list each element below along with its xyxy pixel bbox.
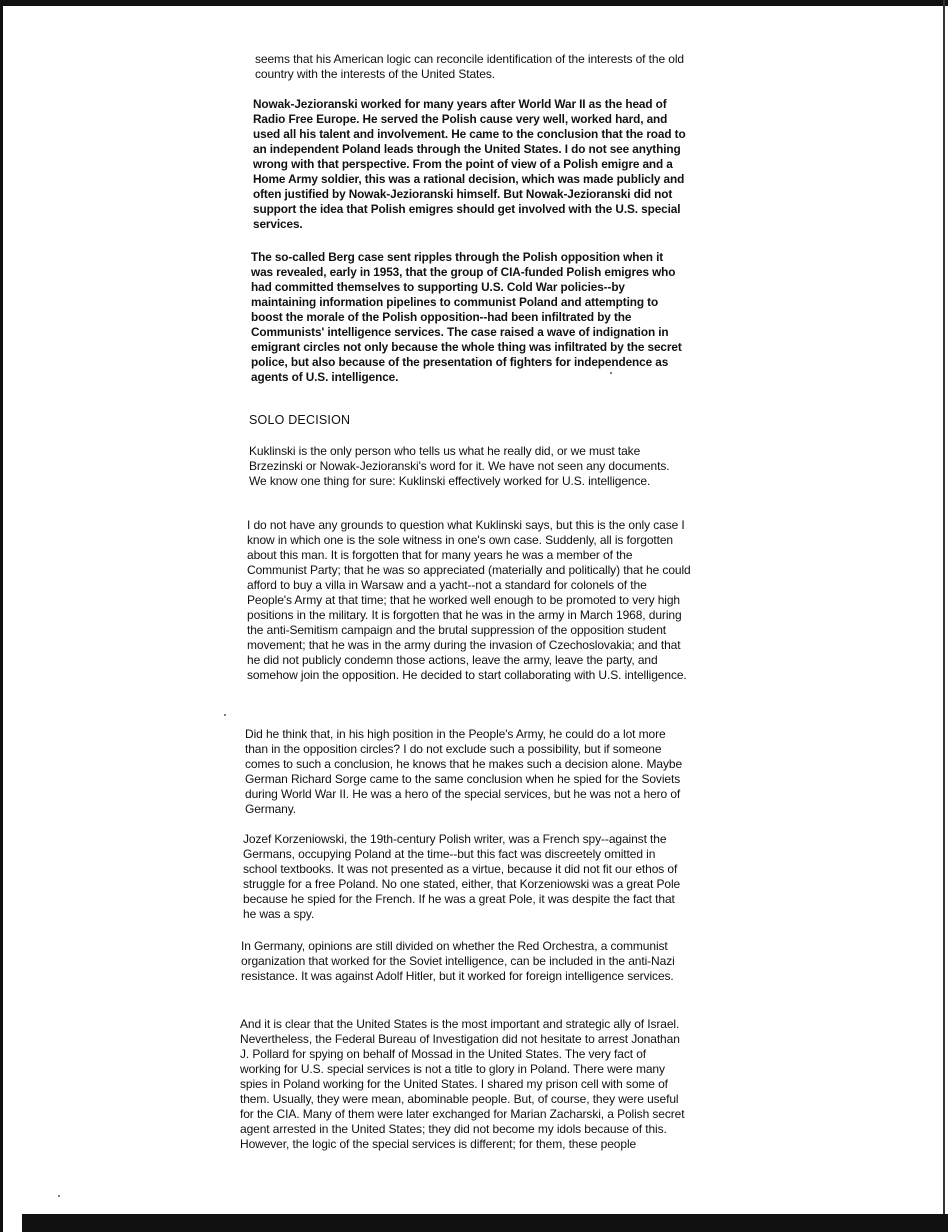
paragraph-1: seems that his American logic can reconcile identification of the interests of the old country with the interests of the United States. — [255, 52, 684, 81]
paragraph-2: Nowak-Jezioranski worked for many years after World War II as the head of Radio Free Europe. He served the Polish cause very well, worked hard, and used all his talent and involvement. He came to the conclusion that the road to an independent Poland leads through the United States. I do not see anything wrong with that perspective. From the point of view of a Polish emigre and a Home Army soldier, this was a rational decision, which was made publicly and often justified by Nowak-Jezioranski himself. But Nowak-Jezioranski did not support the idea that Polish emigres should get involved with the U.S. special services. — [253, 97, 686, 231]
scan-speck — [224, 714, 226, 716]
scan-speck — [610, 372, 612, 374]
paragraph-4: Kuklinski is the only person who tells us what he really did, or we must take Brzezinski or Nowak-Jezioranski's word for it. We have not seen any documents. We know one thing for sure: Kuklinski effectively worked for U.S. intelligence. — [249, 444, 670, 488]
paragraph-3: The so-called Berg case sent ripples through the Polish opposition when it was revealed, early in 1953, that the group of CIA-funded Polish emigres who had committed themselves to supporting U.S. Cold War policies--by maintaining information pipelines to communist Poland and attempting to boost the morale of the Polish opposition--had been infiltrated by the Communists' intelligence services. The case raised a wave of indignation in emigrant circles not only because the whole thing was infiltrated by the secret police, but also because of the presentation of fighters for independence as agents of U.S. intelligence. — [251, 250, 682, 384]
paragraph-6: Did he think that, in his high position in the People's Army, he could do a lot more than in the opposition circles? I do not exclude such a possibility, but if someone comes to such a conclusion, he knows that he makes such a decision alone. Maybe German Richard Sorge came to the same conclusion when he spied for the Soviets during World War II. He was a hero of the special services, but he was not a hero of Germany. — [245, 727, 683, 816]
section-heading: SOLO DECISION — [249, 413, 351, 427]
scan-speck — [58, 1195, 60, 1197]
paragraph-9: And it is clear that the United States is the most important and strategic ally of Israel. Nevertheless, the Federal Bureau of Investigation did not hesitate to arrest Jonathan J. Pollard for spying on behalf of Mossad in the United States. The very fact of working for U.S. special services is not a title to glory in Poland. There were many spies in Poland working for the United States. I shared my prison cell with some of them. Usually, they were mean, abominable people. But, of course, they were useful for the CIA. Many of them were later exchanged for Marian Zacharski, a Polish secret agent arrested in the United States; they did not become my idols because of this. However, the logic of the special services is different; for them, these people — [240, 1017, 685, 1151]
paragraph-7: Jozef Korzeniowski, the 19th-century Polish writer, was a French spy--against the Germans, occupying Poland at the time--but this fact was discreetely omitted in school textbooks. It was not presented as a virtue, because it did not fit our ethos of struggle for a free Poland. No one stated, either, that Korzeniowski was a great Pole because he spied for the French. If he was a great Pole, it was despite the fact that he was a spy. — [243, 832, 681, 921]
paragraph-5: I do not have any grounds to question what Kuklinski says, but this is the only case I know in which one is the sole witness in one's own case. Suddenly, all is forgotten about this man. It is forgotten that for many years he was a member of the Communist Party; that he was so appreciated (materially and politically) that he could afford to buy a villa in Warsaw and a yacht--not a standard for colonels of the People's Army at that time; that he worked well enough to be promoted to very high positions in the military. It is forgotten that he was in the army in March 1968, during the anti-Semitism campaign and the brutal suppression of the opposition student movement; that he was in the army during the invasion of Czechoslovakia; and that he did not publicly condemn those actions, leave the army, leave the party, and somehow join the opposition. He decided to start collaborating with U.S. intelligence. — [247, 518, 691, 682]
paragraph-8: In Germany, opinions are still divided on whether the Red Orchestra, a communist organization that worked for the Soviet intelligence, can be included in the anti-Nazi resistance. It was against Adolf Hitler, but it worked for foreign intelligence services. — [241, 939, 675, 983]
